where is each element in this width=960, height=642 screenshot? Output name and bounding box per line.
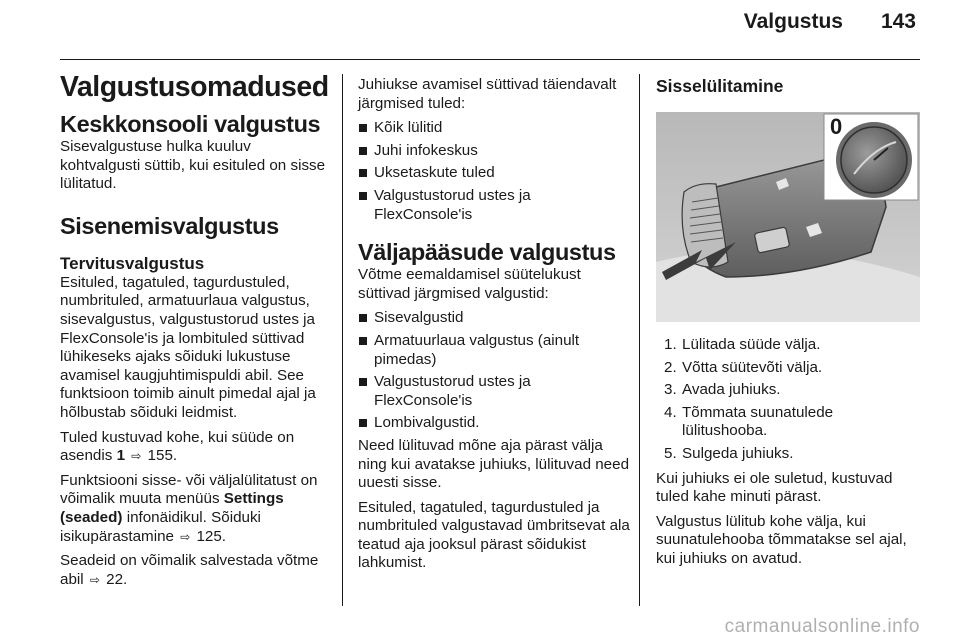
list-item: Juhi infokeskus bbox=[358, 142, 630, 161]
running-header bbox=[744, 10, 916, 34]
page-number: 143 bbox=[880, 10, 916, 33]
paragraph-lever-cancel: Valgustus lülitub kohe välja, kui suunatulehooba tõmmatakse sel ajal, kui juhiuks on avatud. bbox=[656, 512, 907, 567]
paragraph-ignition-ref: Tuled kustuvad kohe, kui süüde on asendis 1 ⇨ 155. bbox=[60, 428, 295, 465]
list-item: Kõik lülitid bbox=[358, 119, 630, 138]
list-item: 5. Sulgeda juhiuks. bbox=[664, 444, 794, 462]
paragraph-save-settings: Seadeid on võimalik salvestada võtme abil ⇨ 22. bbox=[60, 552, 319, 588]
list-item: Sisevalgustid bbox=[358, 309, 630, 328]
list-item: Lombivalgustid. bbox=[358, 414, 630, 433]
cross-reference-icon: ⇨ bbox=[180, 529, 191, 544]
heading-exit-lighting: Väljapääsude valgustus bbox=[358, 239, 616, 266]
column-3 bbox=[656, 76, 922, 575]
section-title: Valgustus bbox=[743, 10, 843, 33]
column-divider-2 bbox=[639, 74, 640, 606]
numbered-steps bbox=[656, 336, 922, 464]
bullet-list-exit-lights bbox=[358, 309, 630, 433]
column-1 bbox=[60, 70, 330, 595]
paragraph-switch-off: Need lülituvad mõne aja pärast välja ning kui avatakse juhiuks, lülituvad need uuesti sisse. bbox=[358, 436, 630, 492]
list-item: Valgustustorud ustes ja FlexConsole'is bbox=[358, 373, 630, 410]
paragraph-driver-door-intro: Juhiukse avamisel süttivad täiendavalt järgmised tuled: bbox=[358, 76, 617, 112]
heading-welcome-lighting: Tervitusvalgustus bbox=[60, 253, 205, 273]
list-item: Valgustustorud ustes ja FlexConsole'is bbox=[358, 187, 630, 224]
cross-reference-icon: ⇨ bbox=[89, 572, 100, 587]
paragraph-settings: Funktsiooni sisse- või väljalülitatust on võimalik muuta menüüs Settings (seaded) infonäidikul. Sõiduki isikupärastamine ⇨ 125. bbox=[60, 471, 318, 545]
paragraph-exit-intro: Võtme eemaldamisel süütelukust süttivad järgmised valgustid: bbox=[358, 266, 581, 302]
chapter-heading: Valgustusomadused bbox=[60, 71, 329, 103]
figure-label: 0 bbox=[830, 114, 843, 139]
paragraph-welcome-lighting: Esituled, tagatuled, tagurdustuled, numbrituled, armatuurlaua valgustus, sisevalgustus, valgustustorud ustes ja FlexConsole'is ja lombituled süttivad lühikeseks ajaks sõiduki lukustuse avamisel kaugjuhtimispuldi abil. See funktsioon toimib ainult pimedal ajal ja hõlbustab sõiduki leidmist. bbox=[60, 273, 316, 421]
list-item: 4. Tõmmata suunatulede lülitushooba. bbox=[664, 403, 834, 440]
cross-reference-icon: ⇨ bbox=[131, 449, 142, 464]
header-rule bbox=[60, 59, 920, 60]
column-divider-1 bbox=[342, 74, 343, 606]
heading-center-console-lighting: Keskkonsooli valgustus bbox=[60, 111, 321, 137]
column-2 bbox=[358, 76, 630, 579]
lever-diagram-icon bbox=[656, 112, 920, 322]
paragraph-center-console: Sisevalgustuse hulka kuuluv kohtvalgusti süttib, kui esituled on sisse lülitatud. bbox=[60, 138, 326, 193]
heading-activation: Sisselülitamine bbox=[656, 76, 784, 96]
turn-signal-lever-illustration bbox=[656, 112, 920, 322]
bullet-list-door-lights bbox=[358, 119, 630, 224]
list-item: 3. Avada juhiuks. bbox=[664, 381, 781, 399]
paragraph-exterior-lights: Esituled, tagatuled, tagurdustuled ja numbrituled valgustavad ümbritsevat ala teatud aja jooksul pärast sõidukist lahkumist. bbox=[358, 498, 630, 572]
list-item: Uksetaskute tuled bbox=[358, 164, 630, 183]
list-item: Armatuurlaua valgustus (ainult pimedas) bbox=[358, 332, 630, 369]
paragraph-door-not-closed: Kui juhiuks ei ole suletud, kustuvad tuled kahe minuti pärast. bbox=[656, 469, 893, 506]
watermark: carmanualsonline.info bbox=[724, 616, 920, 637]
list-item: 2. Võtta süütevõti välja. bbox=[664, 358, 823, 376]
heading-entry-lighting: Sisenemisvalgustus bbox=[60, 212, 279, 239]
list-item: 1. Lülitada süüde välja. bbox=[664, 336, 821, 353]
